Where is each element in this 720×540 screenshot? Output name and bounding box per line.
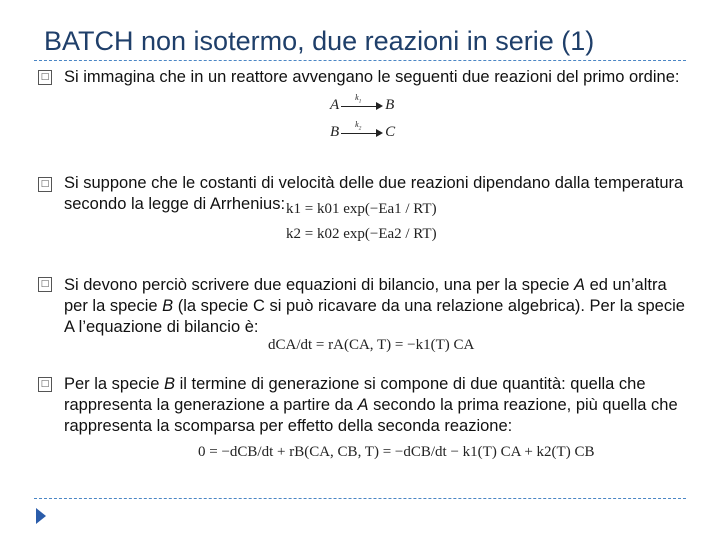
square-bullet-icon: □ bbox=[38, 70, 52, 85]
reaction-2-equation: B $k_2$ C bbox=[330, 119, 396, 140]
square-bullet-icon: □ bbox=[38, 277, 52, 292]
footer-divider bbox=[34, 498, 686, 499]
arrhenius-k2-equation: k2 = k02 exp(−Ea2 / RT) bbox=[286, 226, 437, 242]
balance-b-equation: 0 = −dCB/dt + rB(CA, CB, T) = −dCB/dt − k1(T) CA + k2(T) CB bbox=[198, 444, 595, 460]
reaction-1-equation: A $k_1$ B bbox=[330, 92, 395, 113]
next-slide-icon[interactable] bbox=[36, 508, 46, 524]
bullet-text-2: Si suppone che le costanti di velocità delle due reazioni dipendano dalla temperatura secondo la legge di Arrhenius: bbox=[64, 174, 684, 213]
balance-a-equation: dCA/dt = rA(CA, T) = −k1(T) CA bbox=[268, 337, 475, 353]
bullet-text-4: Per la specie B il termine di generazione si compone di due quantità: quella che rappresenta la generazione a partire da A secondo la prima reazione, più quella che rappresenta la scomparsa per effetto della seconda reazione: bbox=[64, 375, 678, 435]
square-bullet-icon: □ bbox=[38, 177, 52, 192]
arrhenius-k1-equation: k1 = k01 exp(−Ea1 / RT) bbox=[286, 201, 437, 217]
slide-title: BATCH non isotermo, due reazioni in serie (1) bbox=[44, 26, 595, 56]
bullet-text-3: Si devono perciò scrivere due equazioni di bilancio, una per la specie A ed un’altra per la specie B (la specie C si può ricavare da una relazione algebrica). Per la specie A l’equazione di bilancio è: bbox=[64, 276, 685, 336]
square-bullet-icon: □ bbox=[38, 377, 52, 392]
bullet-text-1: Si immagina che in un reattore avvengano le seguenti due reazioni del primo ordine: bbox=[64, 68, 680, 86]
title-divider bbox=[34, 60, 686, 61]
